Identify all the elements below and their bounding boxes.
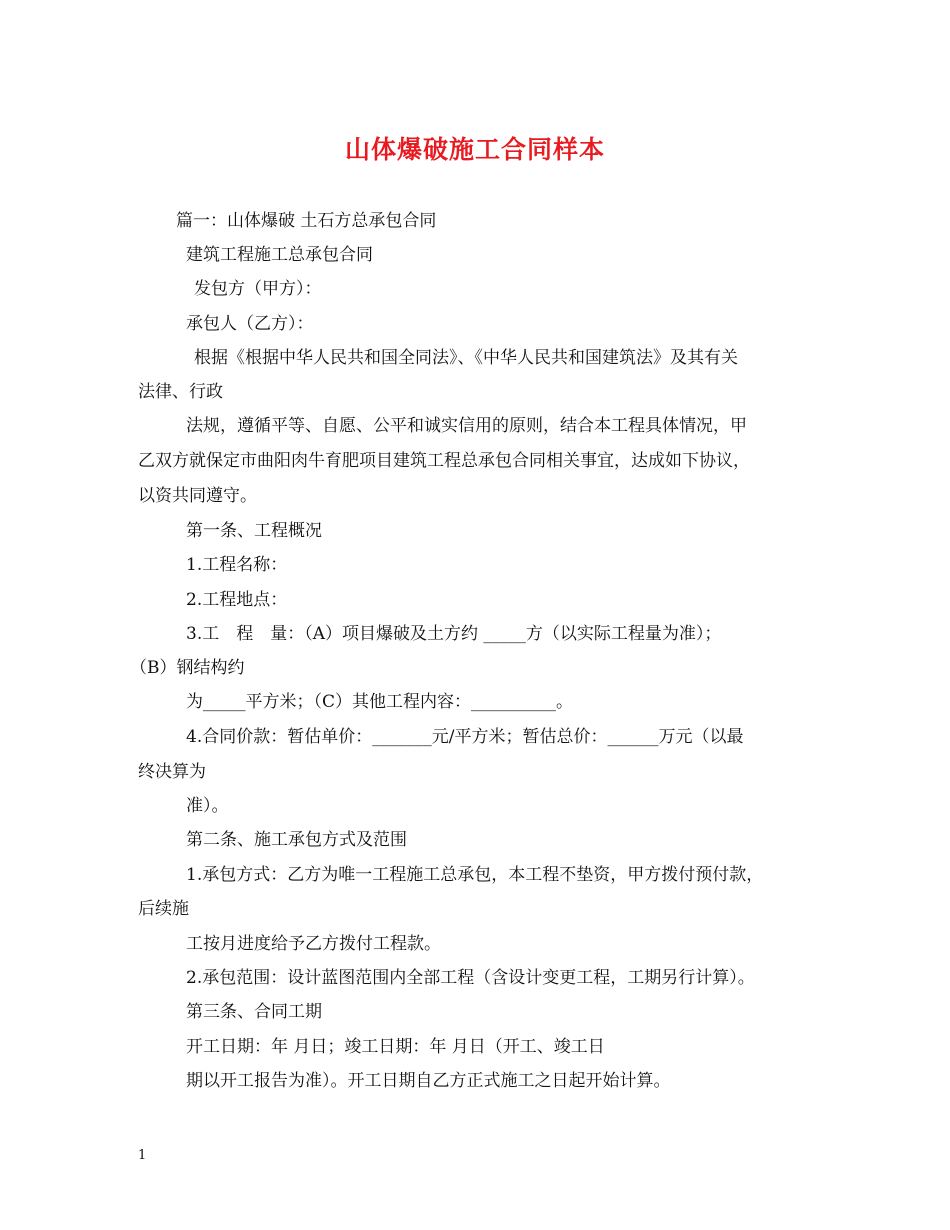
page-number: 1 bbox=[138, 1148, 147, 1163]
text-line: 1.承包方式：乙方为唯一工程施工总承包，本工程不垫资，甲方拨付预付款， bbox=[186, 865, 764, 885]
text-line: （B）钢结构约 bbox=[130, 658, 245, 678]
text-line: 2.工程地点： bbox=[186, 590, 288, 610]
text-line: 终决算为 bbox=[138, 762, 206, 782]
text-line: 乙双方就保定市曲阳肉牛育肥项目建筑工程总承包合同相关事宜，达成如下协议， bbox=[138, 451, 750, 471]
text-line: 法律、行政 bbox=[138, 382, 223, 402]
text-line: 4.合同价款：暂估单价：_______元/平方米；暂估总价：______万元（以最 bbox=[186, 727, 744, 747]
text-line: 工按月进度给予乙方拨付工程款。 bbox=[186, 934, 441, 954]
text-line: 期以开工报告为准）。开工日期自乙方正式施工之日起开始计算。 bbox=[186, 1071, 671, 1091]
text-line: 2.承包范围：设计蓝图范围内全部工程（含设计变更工程，工期另行计算）。 bbox=[186, 968, 755, 988]
section-heading: 第一条、工程概况 bbox=[186, 521, 322, 541]
text-line: 根据《根据中华人民共和国全同法》、《中华人民共和国建筑法》及其有关 bbox=[194, 348, 738, 368]
text-line: 发包方（甲方）： bbox=[194, 279, 322, 299]
text-line: 准）。 bbox=[186, 796, 229, 816]
text-line: 承包人（乙方）： bbox=[186, 314, 314, 334]
text-line: 开工日期：年 月日；竣工日期：年 月日（开工、竣工日 bbox=[186, 1037, 605, 1057]
text-line: 3.工 程 量：（A）项目爆破及土方约 _____方（以实际工程量为准）； bbox=[186, 624, 722, 644]
document-title: 山体爆破施工合同样本 bbox=[344, 135, 605, 164]
section-heading: 第三条、合同工期 bbox=[186, 1002, 322, 1022]
text-line: 后续施 bbox=[138, 899, 189, 919]
text-line: 1.工程名称： bbox=[186, 555, 288, 575]
text-line: 建筑工程施工总承包合同 bbox=[186, 245, 373, 265]
text-line: 为_____平方米；（C）其他工程内容：__________。 bbox=[186, 692, 574, 712]
text-line: 篇一：山体爆破 土石方总承包合同 bbox=[176, 211, 437, 231]
text-line: 法规，遵循平等、自愿、公平和诚实信用的原则，结合本工程具体情况，甲 bbox=[186, 416, 747, 436]
text-line: 以资共同遵守。 bbox=[138, 486, 257, 506]
section-heading: 第二条、施工承包方式及范围 bbox=[186, 830, 407, 850]
